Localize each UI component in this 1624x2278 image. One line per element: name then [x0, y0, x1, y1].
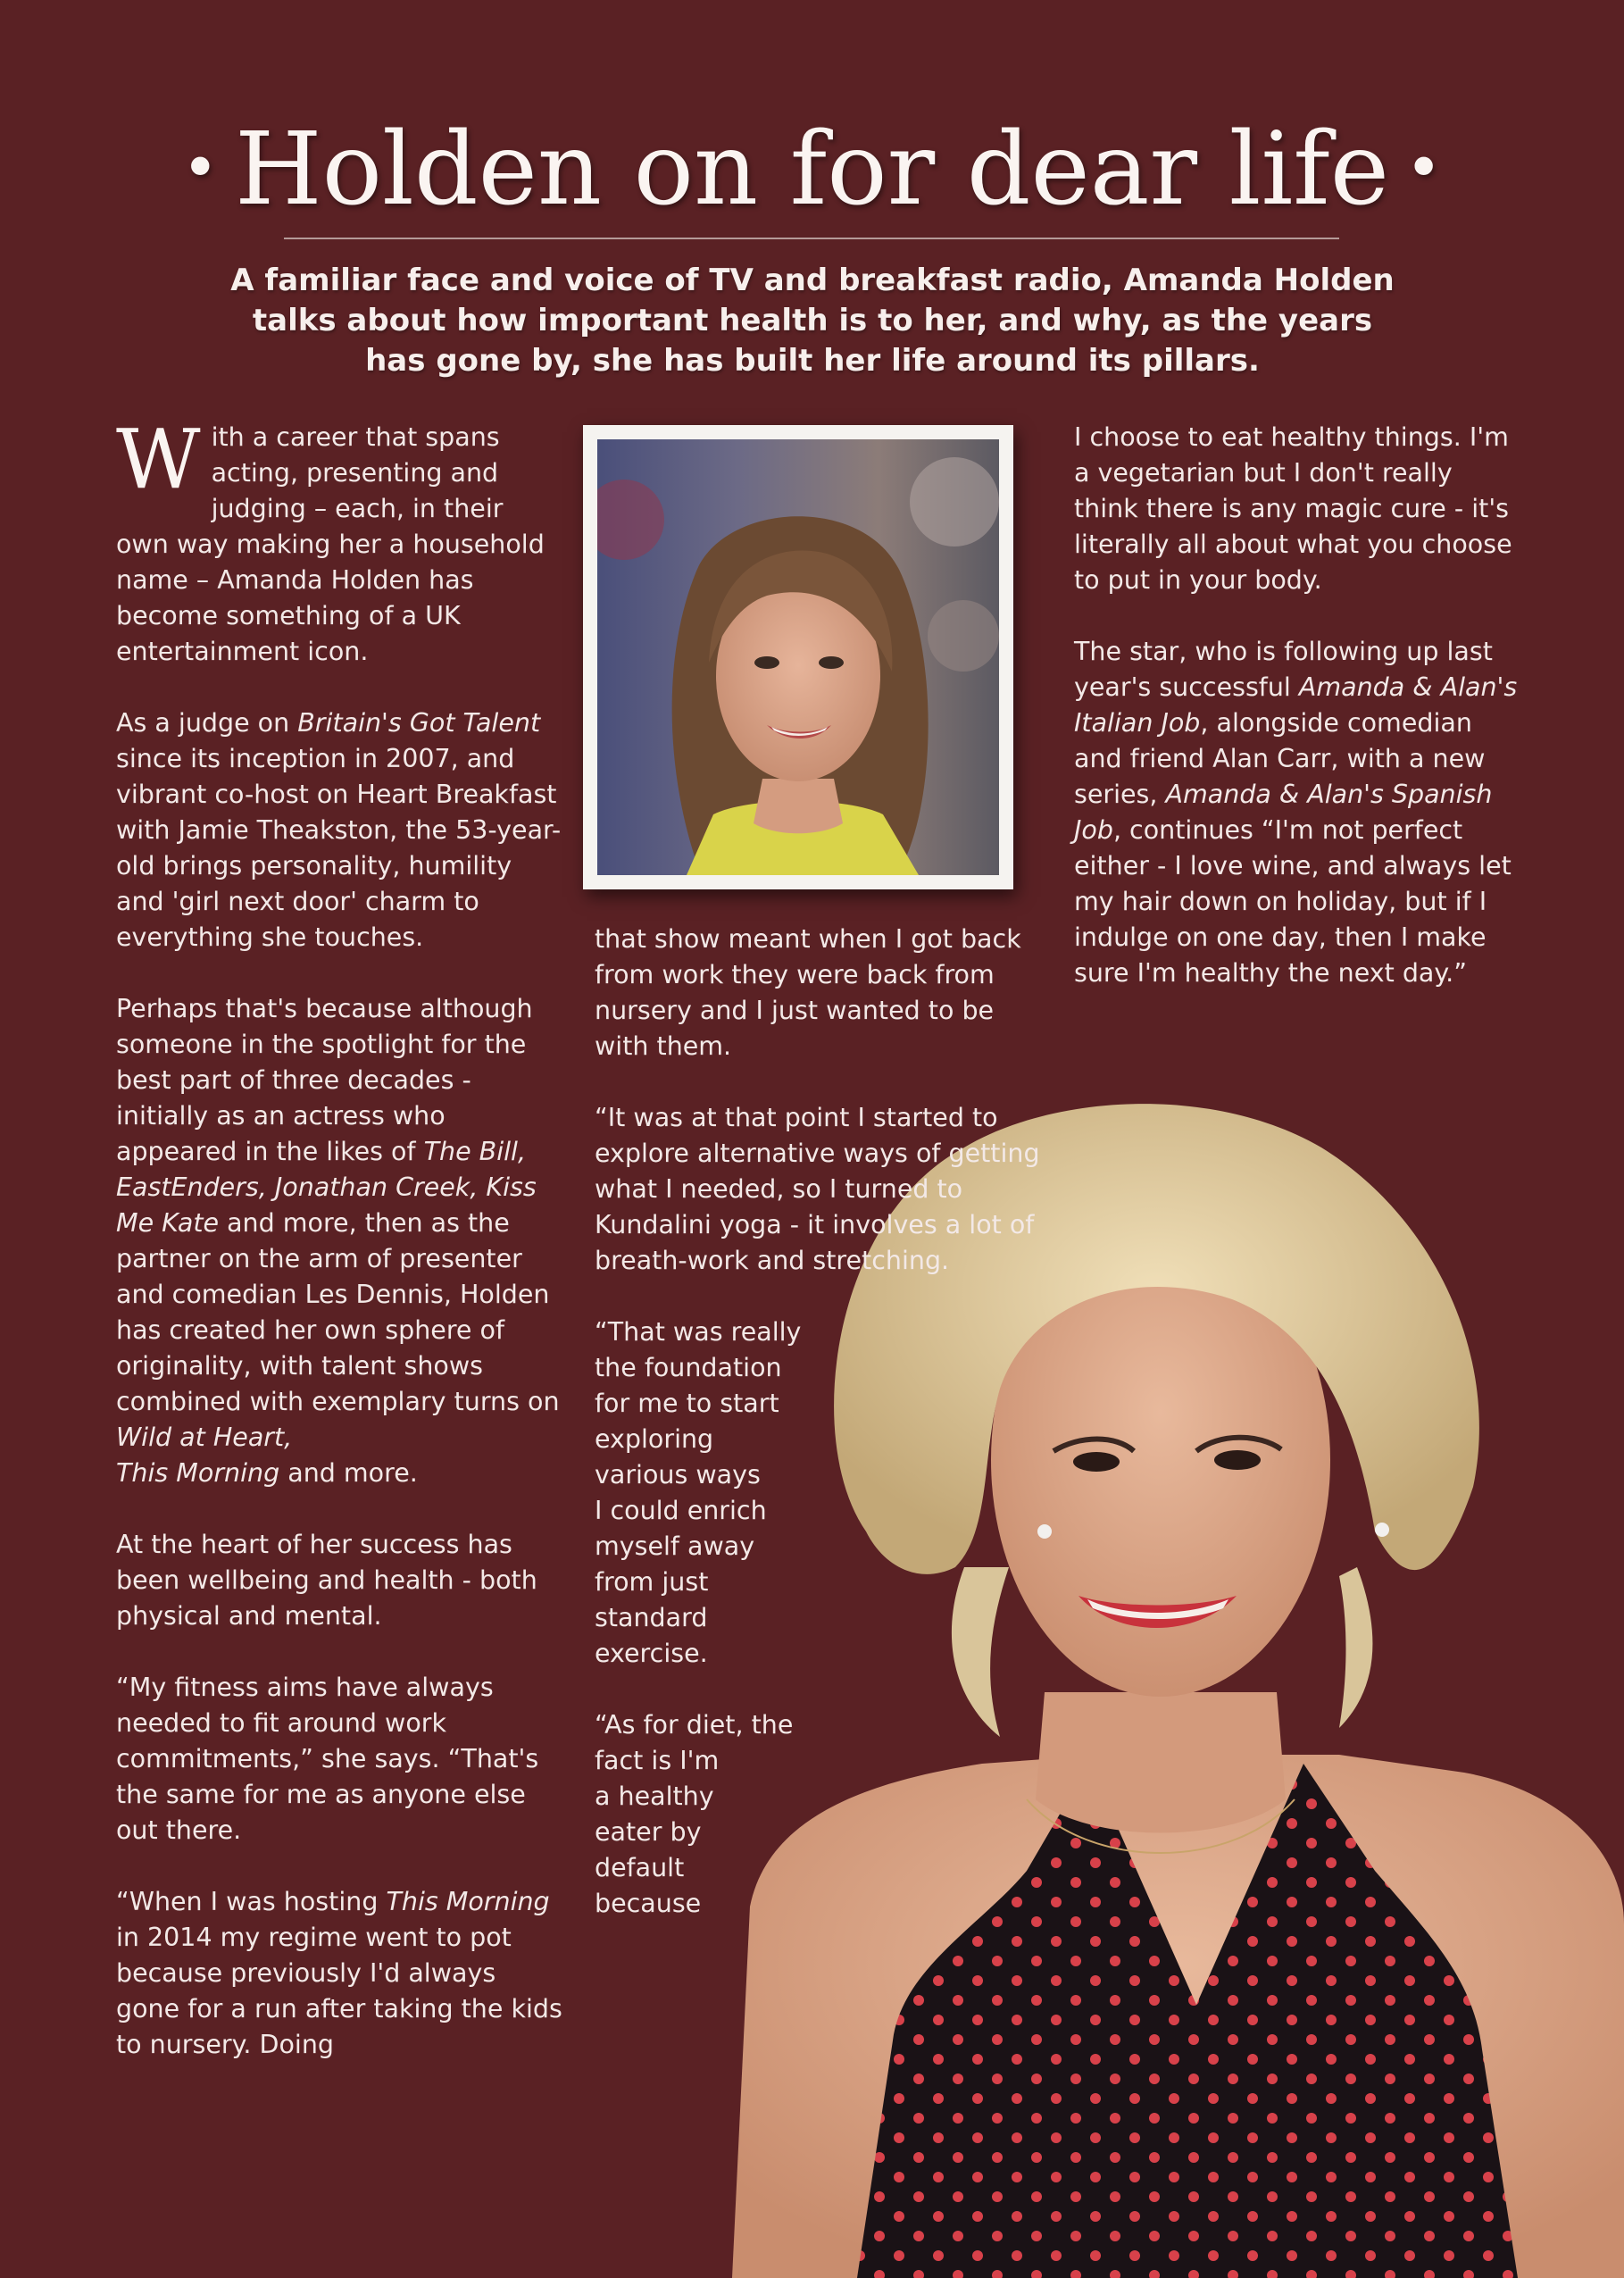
paragraph: As a judge on Britain's Got Talent since its inception in 2007, and vibrant co-host on Heart Breakfast with Jamie Theakston, the 53-year-old brings personality, humility and 'girl next door' charm to everything she touches.: [116, 708, 562, 952]
paragraph: “It was at that point I started to explore alternative ways of getting what I needed, so I turned to Kundalini yoga - it involves a lot of breath-work and stretching.: [595, 1103, 1040, 1275]
body-column-2: [595, 922, 1041, 1957]
paragraph: “That was really the foundation for me to start exploring various ways I could enrich myself away from just standard exercise.: [595, 1317, 802, 1668]
paragraph: The star, who is following up last year's successful Amanda & Alan's Italian Job, alongside comedian and friend Alan Carr, with a new series, Amanda & Alan's Spanish Job, continues “I'm not perfect either - I love wine, and always let my hair down on holiday, but if I indulge on one day, then I make sure I'm healthy the next day.”: [1074, 637, 1518, 988]
body-column-1: [116, 412, 562, 2099]
drop-cap: W: [116, 412, 201, 507]
paragraph: Perhaps that's because although someone in the spotlight for the best part of three decades - initially as an actress who appeared in the likes of The Bill, EastEnders, Jonathan Creek, Kiss Me Kate and more, then as the partner on the arm of presenter and comedian Les Dennis, Holden has created her own sphere of originality, with talent shows combined with exemplary turns on Wild at Heart, This Morning and more.: [116, 994, 560, 1488]
paragraph: I choose to eat healthy things. I'm a vegetarian but I don't really think there is any magic cure - it's literally all about what you choose to put in your body.: [1074, 422, 1512, 595]
paragraph: that show meant when I got back from work they were back from nursery and I just wanted to be with them.: [595, 924, 1021, 1061]
body-column-3: [1074, 420, 1520, 1027]
article-title-text: Holden on for dear life: [234, 112, 1390, 228]
paragraph: “As for diet, the fact is I'm a healthy eater by default because: [595, 1710, 794, 1918]
article-standfirst: A familiar face and voice of TV and breakfast radio, Amanda Holden talks about how important health is to her, and why, as the years has gone by, she has built her life around its pillars.: [230, 263, 1395, 379]
paragraph: At the heart of her success has been wellbeing and health - both physical and mental.: [116, 1530, 537, 1631]
portrait-image: [597, 439, 999, 875]
title-divider: [284, 238, 1339, 239]
framed-portrait-photo: [583, 425, 1013, 889]
title-bullet-right: •: [1405, 131, 1443, 204]
article-title: [0, 105, 1624, 232]
title-bullet-left: •: [181, 131, 219, 204]
paragraph: “When I was hosting This Morning in 2014 my regime went to pot because previously I'd always gone for a run after taking the kids to nursery. Doing: [116, 1887, 562, 2059]
paragraph: ith a career that spans acting, presenting and judging – each, in their own way making her a household name – Amanda Holden has become something of a UK entertainment icon.: [116, 422, 545, 666]
paragraph: “My fitness aims have always needed to fit around work commitments,” she says. “That's the same for me as anyone else out there.: [116, 1673, 539, 1845]
